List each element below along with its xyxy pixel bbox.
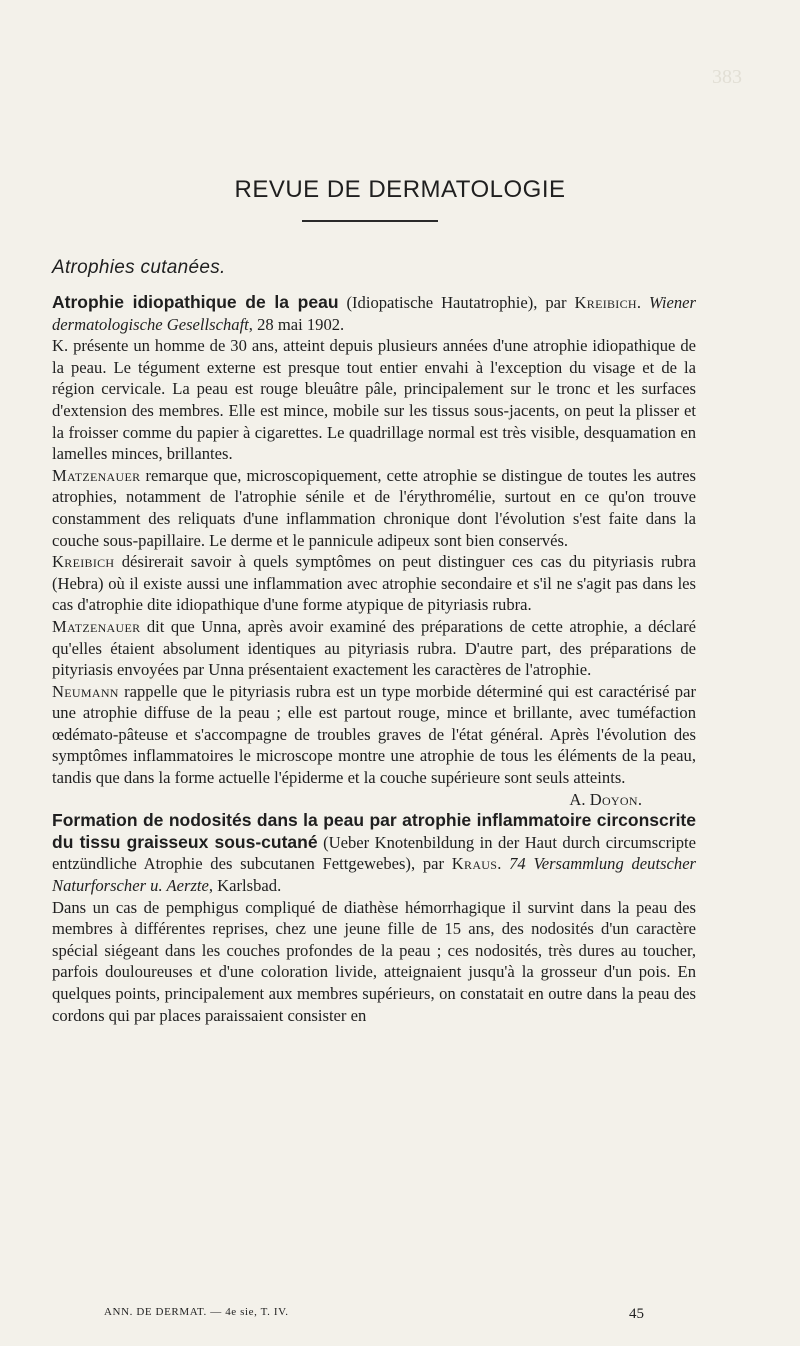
article1-p2-text: remarque que, microscopiquement, cette atrophie se distingue de toutes les autres atrophies, notamment de l'atrophie sénile et de l'érythromélie, surtout en ce qu'on trouve constamment des reliquats d'une inflammation chronique dont l'évolution s'est faite dans la couche sous-papillaire. Le derme et le pannicule adipeux sont bien conservés. bbox=[52, 465, 696, 550]
article1-p2-name: Matzenauer bbox=[52, 465, 141, 485]
section-title: Atrophies cutanées. bbox=[52, 257, 226, 278]
article1-paragraph-3 bbox=[52, 551, 696, 616]
article2-place: , Karlsbad. bbox=[208, 876, 282, 896]
header-rule bbox=[302, 220, 438, 222]
page-footer bbox=[104, 1306, 644, 1323]
article1-p4-text: dit que Unna, après avoir examiné des préparations de cette atrophie, a déclaré qu'elles étaient absolument identiques au pityriasis rubra. D'autre part, des préparations de pityriasis envoyées par Unna présentaient exactement les caractères de l'atrophie. bbox=[52, 616, 696, 680]
article2-source-sep: . bbox=[497, 854, 510, 874]
article1-p4-name: Matzenauer bbox=[52, 616, 141, 636]
article1-subtitle: (Idiopatische Hautatrophie), par bbox=[338, 293, 575, 312]
article1-paragraph-5 bbox=[52, 681, 696, 789]
article2-subtitle: (Ueber Knotenbildung in der Haut durch circumscripte entzündliche Atrophie des subcutanen Fettgewebes), par bbox=[52, 832, 696, 874]
article1-author: Kreibich bbox=[574, 293, 637, 312]
article1-paragraph-1: K. présente un homme de 30 ans, atteint depuis plusieurs années d'une atrophie idiopathique de la peau. Le tégument externe est presque tout entier envahi à l'exception du visage et de la région cervicale. La peau est rouge bleuâtre pâle, principalement sur le tronc et les surfaces d'extension des membres. Elle est mince, mobile sur les tissus sous-jacents, on peut la plisser et la froisser comme du papier à cigarettes. Le quadrillage normal est très visible, desquamation en lamelles minces, brillantes. bbox=[52, 336, 696, 464]
article1-date: , 28 mai 1902. bbox=[248, 314, 345, 334]
article1-title: Atrophie idiopathique de la peau bbox=[52, 292, 339, 312]
running-header: REVUE DE DERMATOLOGIE bbox=[234, 176, 566, 203]
article1-signature-line bbox=[52, 789, 696, 811]
article1-paragraph-4 bbox=[52, 616, 696, 681]
article2-title: Formation de nodosités dans la peau par atrophie inflammatoire circonscrite du tissu graisseux sous-cutané bbox=[52, 810, 696, 852]
article1-paragraph-2 bbox=[52, 465, 696, 551]
footer-signature-mark: ANN. DE DERMAT. — 4e sie, T. IV. bbox=[104, 1306, 289, 1318]
article1-signature: A. Doyon. bbox=[569, 789, 642, 809]
show-through-page-number: 383 bbox=[712, 66, 742, 88]
page-number: 45 bbox=[629, 1306, 644, 1322]
article1-p3-text: désirerait savoir à quels symptômes on peut distinguer ces cas du pityriasis rubra (Hebra) où il existe aussi une inflammation avec atrophie secondaire et s'il ne s'agit pas dans les cas d'atrophie dite idiopathique d'une forme atypique de pityriasis rubra. bbox=[52, 552, 696, 615]
article1-p5-text: rappelle que le pityriasis rubra est un type morbide déterminé qui est caractérisé par une atrophie diffuse de la peau ; elle est partout rouge, mince et brillante, avec tuméfaction œdémato-pâteuse et s'accompagne de troubles graves de l'état général. Après l'évolution des symptômes inflammatoires le microscope montre une atrophie de tous les éléments de la peau, tandis que dans la forme actuelle l'épiderme et la couche supérieure sont seuls atteints. bbox=[52, 681, 696, 788]
article1-p5-name: Neumann bbox=[52, 681, 119, 701]
article2-paragraph-1: Dans un cas de pemphigus compliqué de diathèse hémorrhagique il survint dans la peau des membres à différentes reprises, chez une jeune fille de 15 ans, des nodosités d'un caractère spécial siégeant dans les couches profondes de la peau ; ces nodosités, très dures au toucher, parfois douloureuses et d'une coloration livide, atteignaient jusqu'à la grosseur d'un pois. En quelques points, principalement aux membres supérieurs, on constatait en outre dans la peau des cordons qui par places paraissaient consister en bbox=[52, 897, 696, 1025]
article1-p3-name: Kreibich bbox=[52, 552, 115, 572]
article1-journal: Wiener dermatologische Gesellschaft bbox=[52, 293, 696, 334]
article-body bbox=[52, 256, 696, 1026]
article1-source-sep: . bbox=[636, 293, 649, 312]
article2-source: 74 Versammlung deutscher Naturforscher u. Aerzte bbox=[52, 854, 697, 896]
article1-heading bbox=[52, 292, 696, 335]
article2-heading bbox=[52, 810, 696, 896]
article2-author: Kraus bbox=[451, 854, 498, 874]
